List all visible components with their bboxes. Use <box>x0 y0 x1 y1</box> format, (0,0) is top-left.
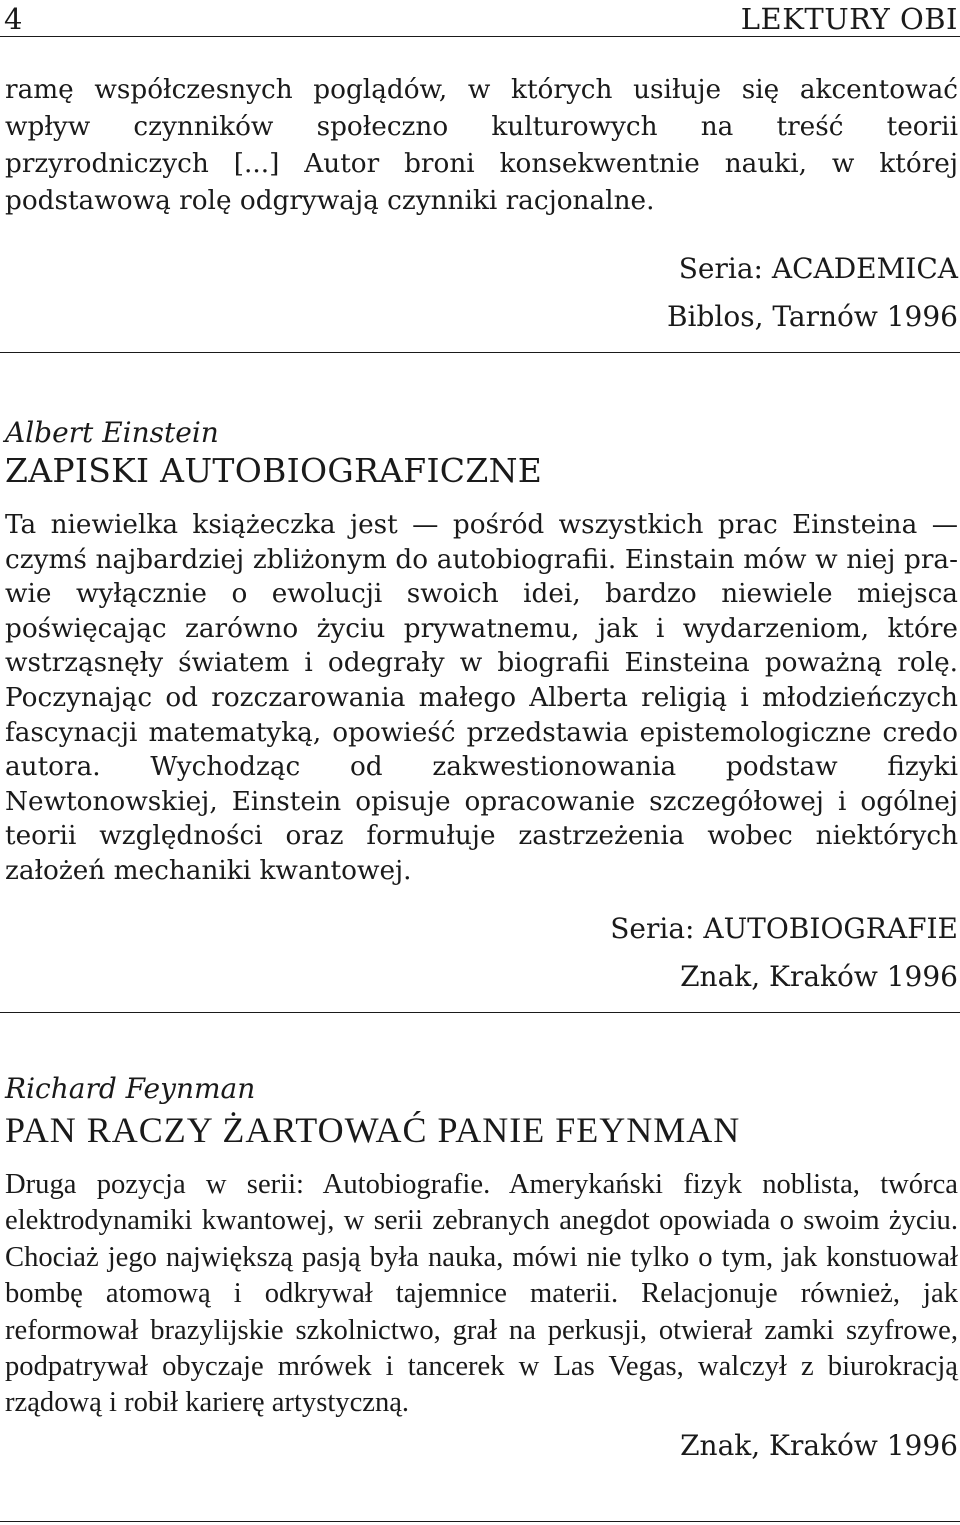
einstein-series: Seria: AUTOBIOGRAFIE <box>610 912 958 945</box>
feynman-author: Richard Feynman <box>5 1072 256 1105</box>
feynman-book-title: PAN RACZY ŻARTOWAĆ PANIE FEYNMAN <box>5 1110 741 1150</box>
section-divider <box>0 352 960 353</box>
einstein-publisher: Znak, Kraków 1996 <box>680 960 958 993</box>
intro-paragraph: ramę współczesnych poglądów, w których usiłuje się akcentować wpływ czynników społeczno kulturowych na treść teorii przyrodniczych [...] Autor broni konsekwentnie nauki, w której podstawową rolę odgrywają czynniki racjonalne. <box>5 75 958 216</box>
intro-publisher: Biblos, Tarnów 1996 <box>666 300 958 333</box>
einstein-publication-info <box>610 905 958 1001</box>
page-number: 4 <box>4 2 23 36</box>
header-rule <box>0 36 960 37</box>
einstein-book-title: ZAPISKI AUTOBIOGRAFICZNE <box>5 451 543 490</box>
intro-series: Seria: ACADEMICA <box>678 252 958 285</box>
running-head <box>4 2 960 36</box>
einstein-review-body: Ta niewielka książeczka jest — pośród wszystkich prac Einsteina — czymś najbardziej zbliżonym do autobiografii. Einstain mów w niej prawie wyłącznie o ewolucji swoich idei, bardzo niewiele miejsca poświęcając zarówno życiu prywatnemu, jak i wydarzeniom, które wstrząsnęły światem i odegrały w biografii Einsteina poważną rolę. Poczynając od rozczarowania małego Alberta religią i młodzieńczych fascynacji matematyką, opowieść przedstawia epistemologiczne credo autora. Wychodząc od zakwestionowania podstaw fizyki Newtonowskiej, Einstein opisuje opracowanie szczegółowej i ogólnej teorii względności oraz formułuje zastrzeżenia wobec niektórych założeń mechaniki kwantowej. <box>5 510 958 886</box>
einstein-author: Albert Einstein <box>5 416 219 449</box>
feynman-review-body: Druga pozycja w serii: Autobiografie. Amerykański fizyk noblista, twórca elektrodynamiki kwantowej, w serii zebranych anegdot opowiada o swoim życiu. Chociaż jego największą pasją była nauka, mówi nie tylko o tym, jak konstuował bombę atomową i odkrywał tajemnice materii. Relacjonuje również, jak reformował brazylijskie szkolnictwo, grał na perkusji, otwierał zamki szyfrowe, podpatrywał obyczaje mrówek i tancerek w Las Vegas, walczył z biurokracją rządową i robił karierę artystyczną. <box>5 1169 958 1419</box>
feynman-publisher: Znak, Kraków 1996 <box>680 1429 958 1462</box>
section-divider <box>0 1012 960 1013</box>
feynman-publication-info <box>680 1422 958 1470</box>
journal-title: LEKTURY OBI <box>740 2 958 36</box>
section-divider <box>0 1521 960 1522</box>
intro-publication-info <box>667 245 958 341</box>
